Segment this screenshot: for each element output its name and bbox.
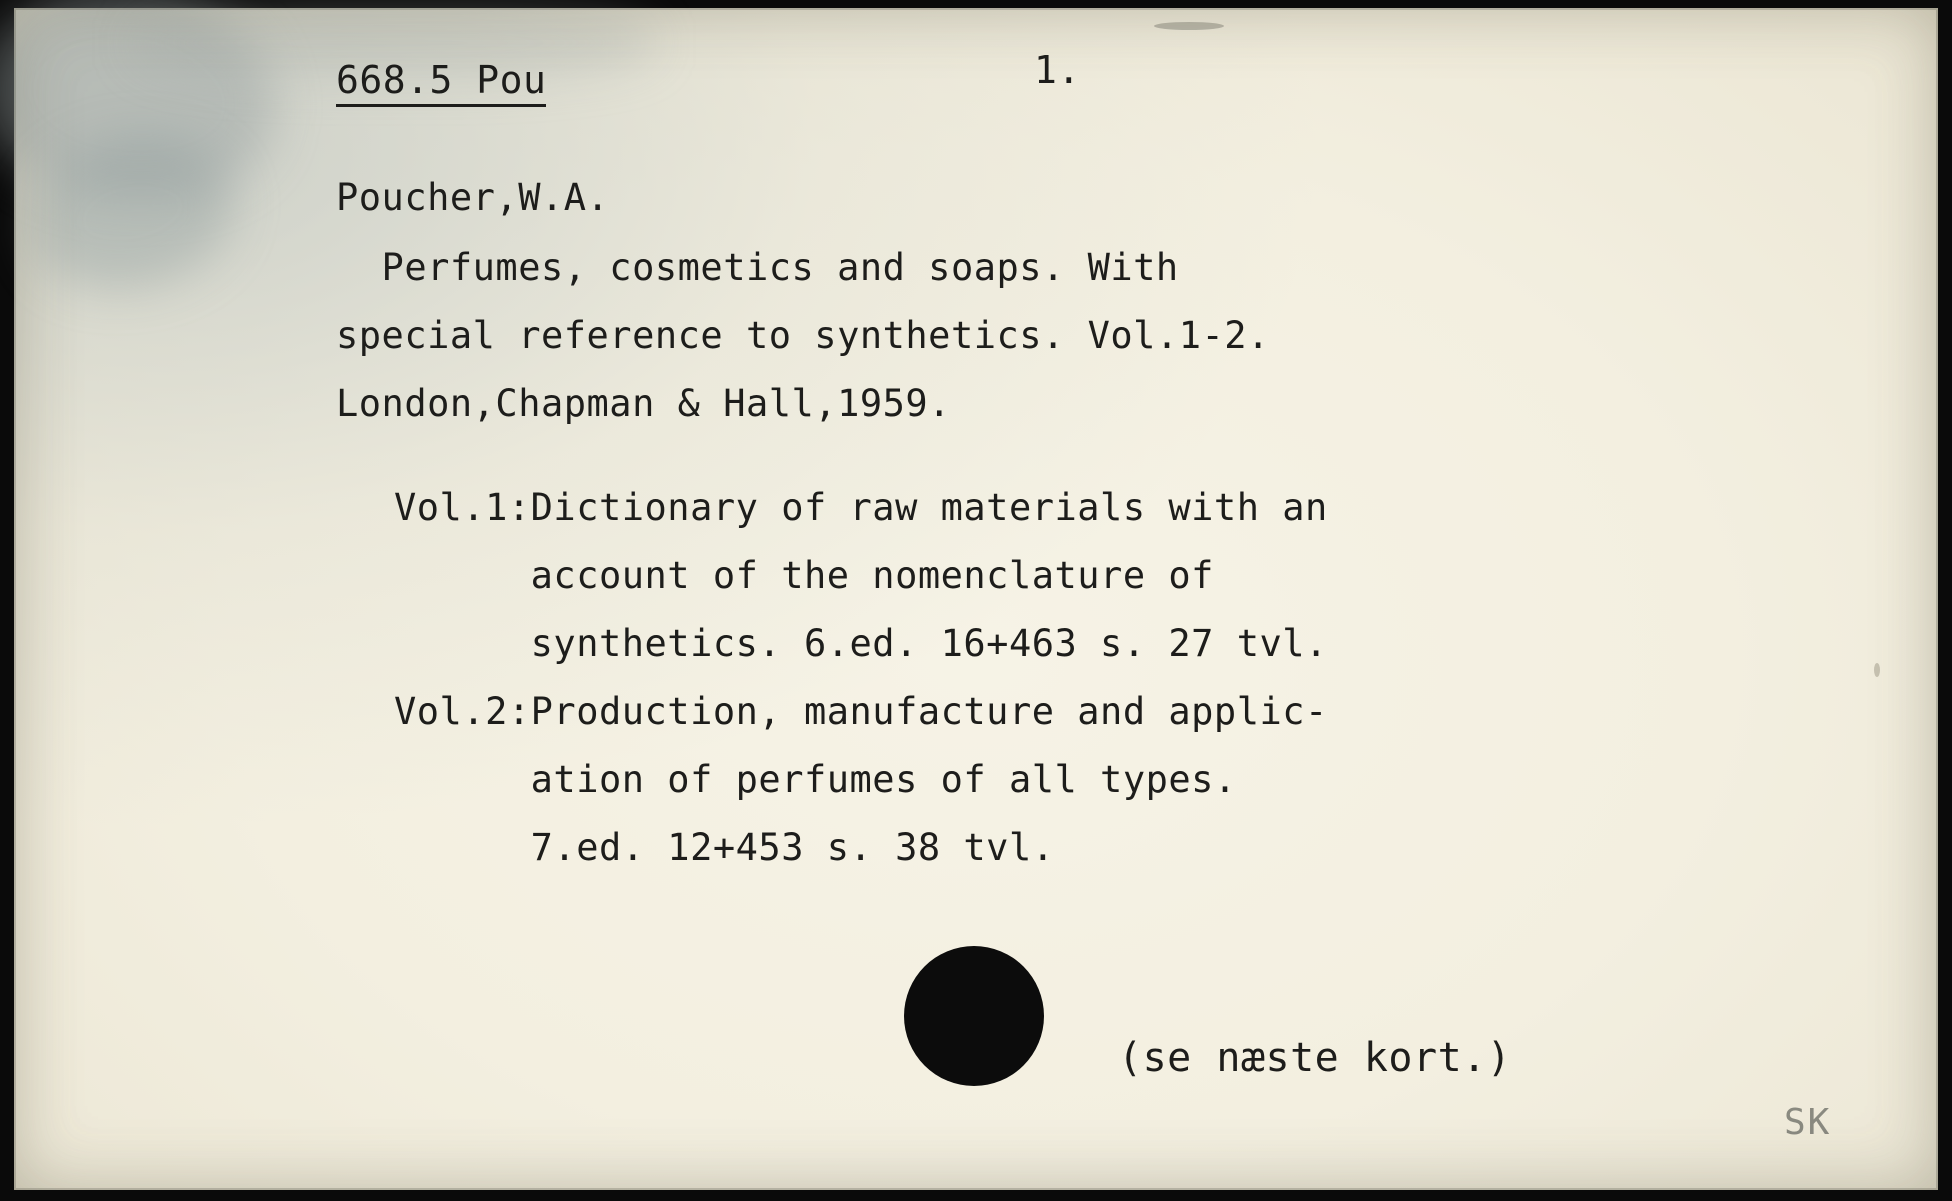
contents-line-2: account of the nomenclature of [394,554,1214,597]
title-line-2: special reference to synthetics. Vol.1-2. [336,314,1270,357]
ink-dot-icon [904,946,1044,1086]
cataloguer-initials: SK [1784,1102,1832,1143]
contents-line-5: ation of perfumes of all types. [394,758,1237,801]
imprint-line: London,Chapman & Hall,1959. [336,382,951,425]
contents-line-1: Vol.1:Dictionary of raw materials with an [394,486,1328,529]
card-number: 1. [1034,48,1081,92]
call-number: 668.5 Pou [336,60,546,107]
catalogue-card [14,8,1938,1190]
title-line-1: Perfumes, cosmetics and soaps. With [336,246,1179,289]
continuation-note: (se næste kort.) [1118,1035,1512,1081]
contents-line-6: 7.ed. 12+453 s. 38 tvl. [394,826,1055,869]
contents-line-4: Vol.2:Production, manufacture and applic- [394,690,1328,733]
contents-line-3: synthetics. 6.ed. 16+463 s. 27 tvl. [394,622,1328,665]
author-heading: Poucher,W.A. [336,176,610,219]
